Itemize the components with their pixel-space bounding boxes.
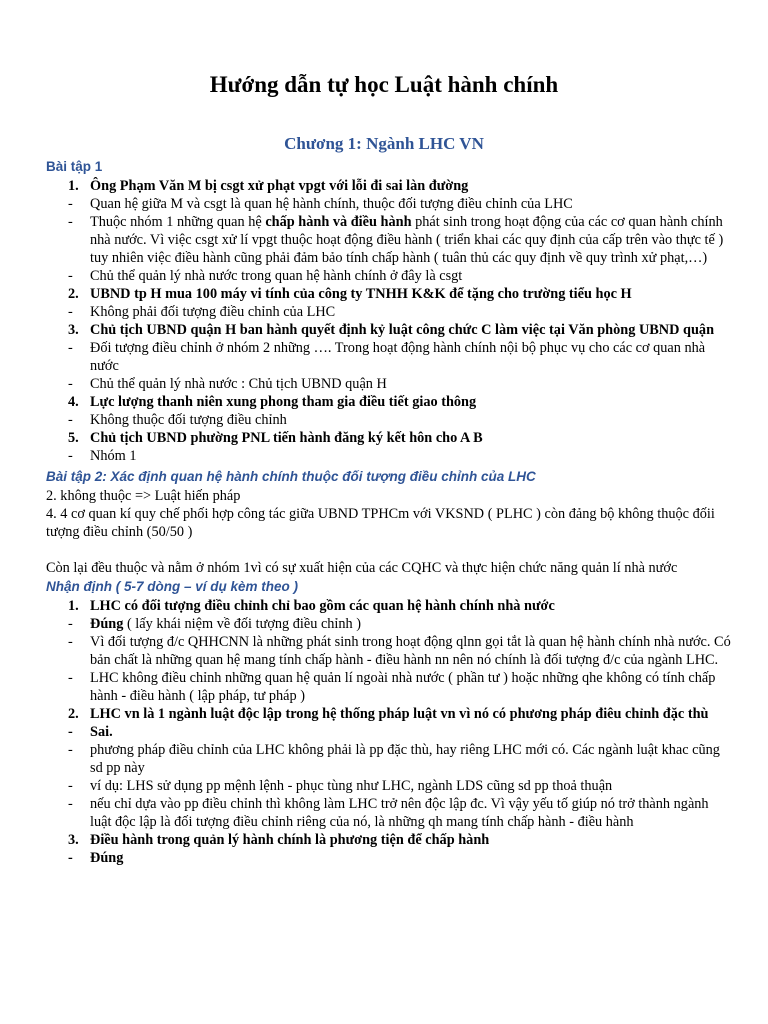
list-marker: -	[68, 616, 73, 632]
list-marker: -	[68, 670, 73, 686]
item-text: LHC không điều chỉnh những quan hệ quản lí ngoài nhà nước ( phần tư ) hoặc những qhe không có tính chấp hành - điều hành ( lập pháp, tư pháp )	[90, 670, 716, 704]
exercise-1-list	[46, 177, 732, 465]
document-body	[46, 157, 732, 867]
item-number: 5.	[68, 430, 79, 446]
dash-item	[46, 741, 732, 777]
list-marker	[46, 393, 90, 411]
dash-item	[46, 795, 732, 831]
item-text: Sai.	[90, 724, 113, 740]
list-marker	[46, 177, 90, 195]
list-marker	[46, 429, 90, 447]
item-number: 3.	[68, 832, 79, 848]
item-text: phương pháp điều chỉnh của LHC không phải là pp đặc thù, hay riêng LHC mới có. Các ngành luật khac cũng sd pp này	[90, 742, 720, 776]
numbered-item	[46, 285, 732, 303]
list-marker: -	[68, 778, 73, 794]
statements-list	[46, 597, 732, 867]
dash-item	[46, 723, 732, 741]
list-marker: -	[68, 850, 73, 866]
item-text: Ông Phạm Văn M bị csgt xử phạt vpgt với lỗi đi sai làn đường	[90, 178, 469, 194]
dash-item	[46, 777, 732, 795]
list-marker: -	[68, 376, 73, 392]
dash-item	[46, 213, 732, 267]
dash-item	[46, 303, 732, 321]
list-marker	[46, 321, 90, 339]
item-number: 2.	[68, 286, 79, 302]
list-marker	[46, 831, 90, 849]
item-text: Không phải đối tượng điều chỉnh của LHC	[90, 304, 336, 320]
item-text: ví dụ: LHS sử dụng pp mệnh lệnh - phục tùng như LHC, ngành LDS cũng sd pp thoả thuận	[90, 778, 613, 794]
dash-item	[46, 375, 732, 393]
numbered-item	[46, 705, 732, 723]
item-text: Đối tượng điều chỉnh ở nhóm 2 những …. Trong hoạt động hành chính nội bộ phục vụ cho các cơ quan nhà nước	[90, 340, 706, 374]
item-text-part: phát sinh trong hoạt động của các cơ quan hành chính nhà nước. Vì việc csgt xử lí vpgt thuộc hoạt động điều hành ( triển khai các quy định của cấp trên vào thực tế ) tuy nhiên việc điều hành cũng phải đảm bảo tính chấp hành ( tuân thủ các quy định về quy trình xử phạt,…)	[90, 214, 724, 266]
item-text-part: ( lấy khái niệm về đối tượng điều chỉnh )	[123, 616, 362, 632]
dash-item	[46, 849, 732, 867]
dash-item	[46, 339, 732, 375]
item-text-emphasis: chấp hành và điều hành	[265, 214, 412, 230]
list-marker	[46, 597, 90, 615]
dash-item	[46, 411, 732, 429]
numbered-item	[46, 321, 732, 339]
list-marker: -	[68, 214, 73, 230]
item-text: Chủ thể quản lý nhà nước : Chủ tịch UBND quận H	[90, 376, 387, 392]
item-text: Quan hệ giữa M và csgt là quan hệ hành chính, thuộc đối tượng điều chỉnh của LHC	[90, 196, 573, 212]
item-number: 2.	[68, 706, 79, 722]
item-text: Chủ tịch UBND phường PNL tiến hành đăng ký kết hôn cho A B	[90, 430, 483, 446]
list-marker: -	[68, 796, 73, 812]
list-marker: -	[68, 634, 73, 650]
numbered-item	[46, 177, 732, 195]
dash-item	[46, 633, 732, 669]
item-text: Đúng	[90, 850, 124, 866]
dash-item	[46, 195, 732, 213]
blank-line	[46, 541, 732, 559]
item-text: Vì đối tượng đ/c QHHCNN là những phát sinh trong hoạt động qlnn gọi tắt là quan hệ hành chính nhà nước. Có bản chất là những quan hệ mang tính chấp hành - điều hành nn nên nó chính là đối tượng đ/c của ngành LHC.	[90, 634, 731, 668]
item-number: 4.	[68, 394, 79, 410]
numbered-item	[46, 429, 732, 447]
exercise-2-heading: Bài tập 2: Xác định quan hệ hành chính thuộc đối tượng điều chỉnh của LHC	[46, 469, 536, 484]
list-marker: -	[68, 340, 73, 356]
item-text: Lực lượng thanh niên xung phong tham gia điều tiết giao thông	[90, 394, 477, 410]
statements-heading: Nhận định ( 5-7 dòng – ví dụ kèm theo )	[46, 579, 299, 594]
dash-item	[46, 447, 732, 465]
item-number: 1.	[68, 598, 79, 614]
item-number: 3.	[68, 322, 79, 338]
item-text	[90, 213, 732, 267]
list-marker	[46, 705, 90, 723]
list-marker	[46, 285, 90, 303]
list-marker: -	[68, 268, 73, 284]
exercise-2-paragraph: 4. 4 cơ quan kí quy chế phối hợp công tác giữa UBND TPHCm với VKSND ( PLHC ) còn đảng bộ không thuộc đốii tượng điều chỉnh (50/50 )	[46, 506, 715, 540]
item-text-emphasis: Đúng	[90, 616, 124, 632]
list-marker: -	[68, 304, 73, 320]
item-text: Điều hành trong quản lý hành chính là phương tiện để chấp hành	[90, 832, 490, 848]
item-text: nếu chỉ dựa vào pp điều chỉnh thì không làm LHC trở nên độc lập đc. Vì vậy yếu tố giúp nó trở thành ngành luật độc lập là đối tượng điều chỉnh riêng của nó, là những qh mang tính chấp hành - điều hành	[90, 796, 709, 830]
dash-item	[46, 267, 732, 285]
item-text: UBND tp H mua 100 máy vi tính của công ty TNHH K&K để tặng cho trường tiểu học H	[90, 286, 632, 302]
chapter-heading: Chương 1: Ngành LHC VN	[284, 134, 484, 153]
list-marker: -	[68, 196, 73, 212]
item-text-part: Thuộc nhóm 1 những quan hệ	[90, 214, 266, 230]
item-text: Nhóm 1	[90, 448, 137, 464]
exercise-2-paragraph: 2. không thuộc => Luật hiến pháp	[46, 488, 241, 504]
list-marker: -	[68, 742, 73, 758]
dash-item	[46, 669, 732, 705]
dash-item	[46, 615, 732, 633]
document-title: Hướng dẫn tự học Luật hành chính	[209, 72, 559, 97]
item-text: LHC có đối tượng điều chỉnh chỉ bao gồm các quan hệ hành chính nhà nước	[90, 598, 555, 614]
numbered-item	[46, 597, 732, 615]
list-marker: -	[68, 724, 73, 740]
item-text: LHC vn là 1 ngành luật độc lập trong hệ thống pháp luật vn vì nó có phương pháp điêu chỉnh đặc thù	[90, 706, 709, 722]
item-text	[90, 615, 732, 633]
item-number: 1.	[68, 178, 79, 194]
item-text: Chủ tịch UBND quận H ban hành quyết định kỷ luật công chức C làm việc tại Văn phòng UBND quận	[90, 322, 715, 338]
item-text: Chủ thể quản lý nhà nước trong quan hệ hành chính ở đây là csgt	[90, 268, 463, 284]
numbered-item	[46, 393, 732, 411]
exercise-1-heading: Bài tập 1	[46, 159, 103, 174]
item-text: Không thuộc đối tượng điều chỉnh	[90, 412, 287, 428]
numbered-item	[46, 831, 732, 849]
list-marker: -	[68, 448, 73, 464]
list-marker: -	[68, 412, 73, 428]
exercise-2-paragraph: Còn lại đều thuộc và nằm ở nhóm 1vì có sự xuất hiện của các CQHC và thực hiện chức năng quản lí nhà nước	[46, 560, 678, 576]
